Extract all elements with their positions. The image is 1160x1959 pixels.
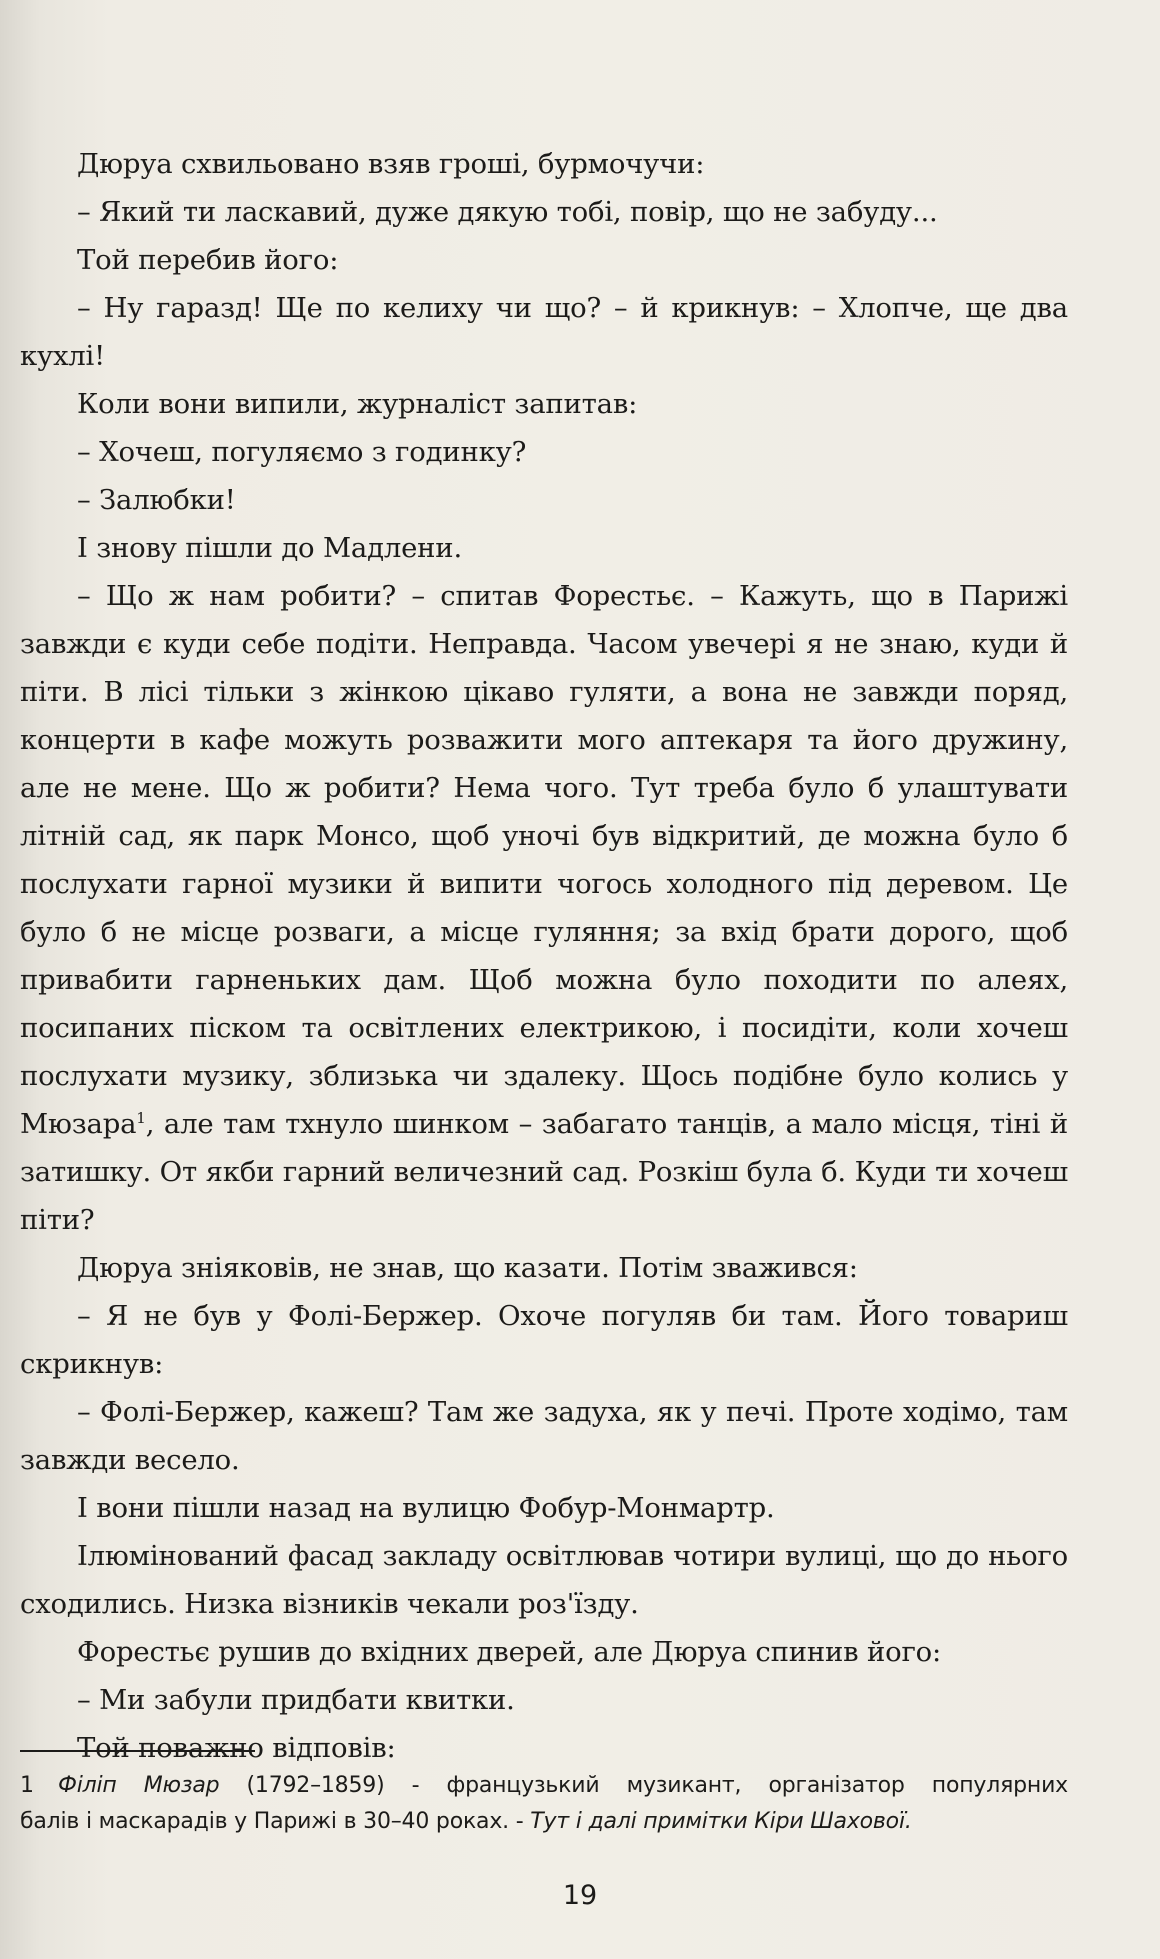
paragraph-forestier-speech — [20, 572, 1068, 1244]
footnote-line — [20, 1768, 1068, 1804]
paragraph: – Я не був у Фолі-Бержер. Охоче погуляв би там. Його товариш скрикнув: — [20, 1300, 1068, 1380]
body-text — [20, 140, 1068, 1772]
footnote-person-name: Філіп Мюзар — [58, 1773, 220, 1798]
paragraph: І вони пішли назад на вулицю Фобур-Монмартр. — [77, 1492, 775, 1524]
paragraph: І знову пішли до Мадлени. — [77, 532, 462, 564]
paragraph: Той поважно відповів: — [77, 1732, 396, 1764]
footnote-credit: Тут і далі примітки Кіри Шахової. — [530, 1809, 912, 1834]
paragraph: – Залюбки! — [77, 484, 236, 516]
footnote-text: (1792–1859) - французький музикант, організатор популярних — [219, 1773, 1068, 1798]
paragraph: Форестьє рушив до вхідних дверей, але Дюруа спинив його: — [77, 1636, 942, 1668]
page-number: 19 — [562, 1880, 598, 1911]
paragraph-text: , але там тхнуло шинком – забагато танців, а мало місця, тіні й затишку. От якби гарний величезний сад. Розкіш була б. Куди ти хочеш піти? — [20, 1108, 1068, 1236]
paragraph: Дюруа схвильовано взяв гроші, бурмочучи: — [77, 148, 705, 180]
paragraph: Коли вони випили, журналіст запитав: — [77, 388, 638, 420]
paragraph: Той перебив його: — [77, 244, 339, 276]
footnote-marker: 1 — [136, 1108, 146, 1127]
paragraph: Ілюмінований фасад закладу освітлював чотири вулиці, що до нього сходились. Низка візників чекали роз'їзду. — [20, 1540, 1068, 1620]
paragraph: – Хочеш, погуляємо з годинку? — [77, 436, 527, 468]
footnote-divider — [20, 1750, 255, 1752]
paragraph: – Ну гаразд! Ще по келиху чи що? – й крикнув: – Хлопче, ще два кухлі! — [20, 292, 1068, 372]
paragraph: – Ми забули придбати квитки. — [77, 1684, 515, 1716]
paragraph: – Який ти ласкавий, дуже дякую тобі, повір, що не забуду... — [77, 196, 938, 228]
footnote-number: 1 — [20, 1773, 34, 1798]
footnote-text: балів і маскарадів у Парижі в 30–40 роках. - — [20, 1809, 531, 1834]
paragraph: – Фолі-Бержер, кажеш? Там же задуха, як у печі. Проте ходімо, там завжди весело. — [20, 1396, 1068, 1476]
paragraph-text: – Що ж нам робити? – спитав Форестьє. – Кажуть, що в Парижі завжди є куди себе подіти. Неправда. Часом увечері я не знаю, куди й піти. В лісі тільки з жінкою цікаво гуляти, а вона не завжди поряд, концерти в кафе можуть розважити мого аптекаря та його дружину, але не мене. Що ж робити? Нема чого. Тут треба було б улаштувати літній сад, як парк Монсо, щоб уночі був відкритий, де можна було б послухати гарної музики й випити чогось холодного під деревом. Це було б не місце розваги, а місце гуляння; за вхід брати дорого, щоб привабити гарненьких дам. Щоб можна було походити по алеях, посипаних піском та освітлених електрикою, і посидіти, коли хочеш послухати музику, зблизька чи здалеку. Щось подібне було колись у Мюзара — [20, 580, 1068, 1140]
paragraph: Дюруа зніяковів, не знав, що казати. Потім зважився: — [77, 1252, 858, 1284]
footnote-line — [20, 1804, 1068, 1840]
footnote — [20, 1768, 1068, 1840]
